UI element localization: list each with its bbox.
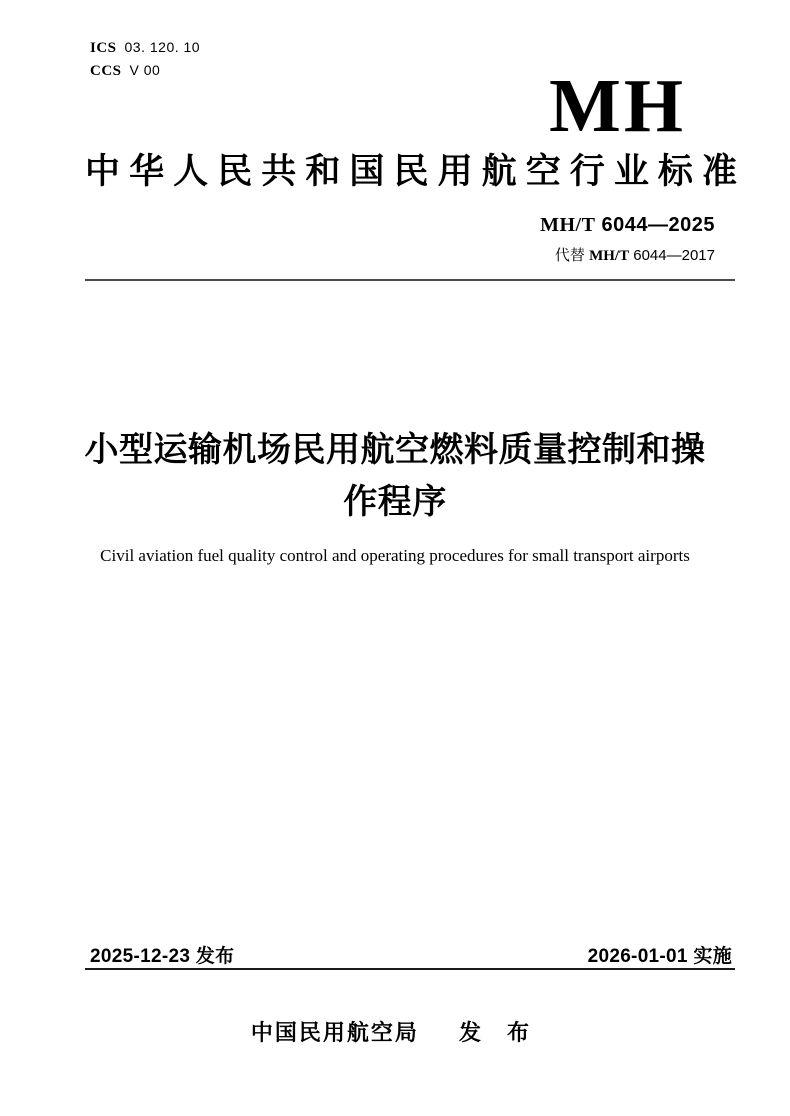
- implement-label: 实施: [693, 946, 732, 967]
- publisher-name: 中国民用航空局: [250, 1020, 419, 1045]
- standard-code-prefix: MH/T: [540, 214, 596, 236]
- standard-name: 中华人民共和国民用航空行业标准: [85, 152, 737, 191]
- dates-row: [90, 941, 732, 968]
- standard-number-block: [540, 214, 715, 265]
- ics-code-line: [90, 36, 200, 59]
- ccs-code-line: [90, 59, 200, 82]
- mh-logo: MH: [549, 64, 686, 148]
- publisher-row: [0, 1016, 790, 1047]
- standard-code: [540, 214, 715, 237]
- document-title-en: Civil aviation fuel quality control and operating procedures for small transport airports: [100, 546, 690, 565]
- replaces-number: 6044—2017: [633, 247, 715, 264]
- ics-label: ICS: [90, 40, 117, 56]
- replaces-line: [540, 244, 715, 265]
- header-divider-rule: [85, 279, 735, 281]
- issue-date-line: [90, 941, 234, 968]
- document-title-zh: 小型运输机场民用航空燃料质量控制和操作程序: [84, 431, 706, 521]
- standard-code-number: 6044—2025: [601, 214, 715, 236]
- classification-codes: [90, 36, 200, 82]
- issue-label: 发布: [195, 946, 235, 967]
- ccs-value: V 00: [129, 62, 161, 78]
- publish-action: 发 布: [458, 1020, 540, 1045]
- footer-divider-rule: [85, 968, 735, 970]
- ics-value: 03. 120. 10: [124, 39, 201, 55]
- implement-date-line: [588, 941, 732, 968]
- replaces-prefix: 代替: [554, 247, 585, 264]
- ccs-label: CCS: [90, 63, 122, 79]
- issue-date: 2025-12-23: [90, 946, 191, 967]
- implement-date: 2026-01-01: [587, 946, 688, 967]
- replaces-code: MH/T: [589, 248, 630, 264]
